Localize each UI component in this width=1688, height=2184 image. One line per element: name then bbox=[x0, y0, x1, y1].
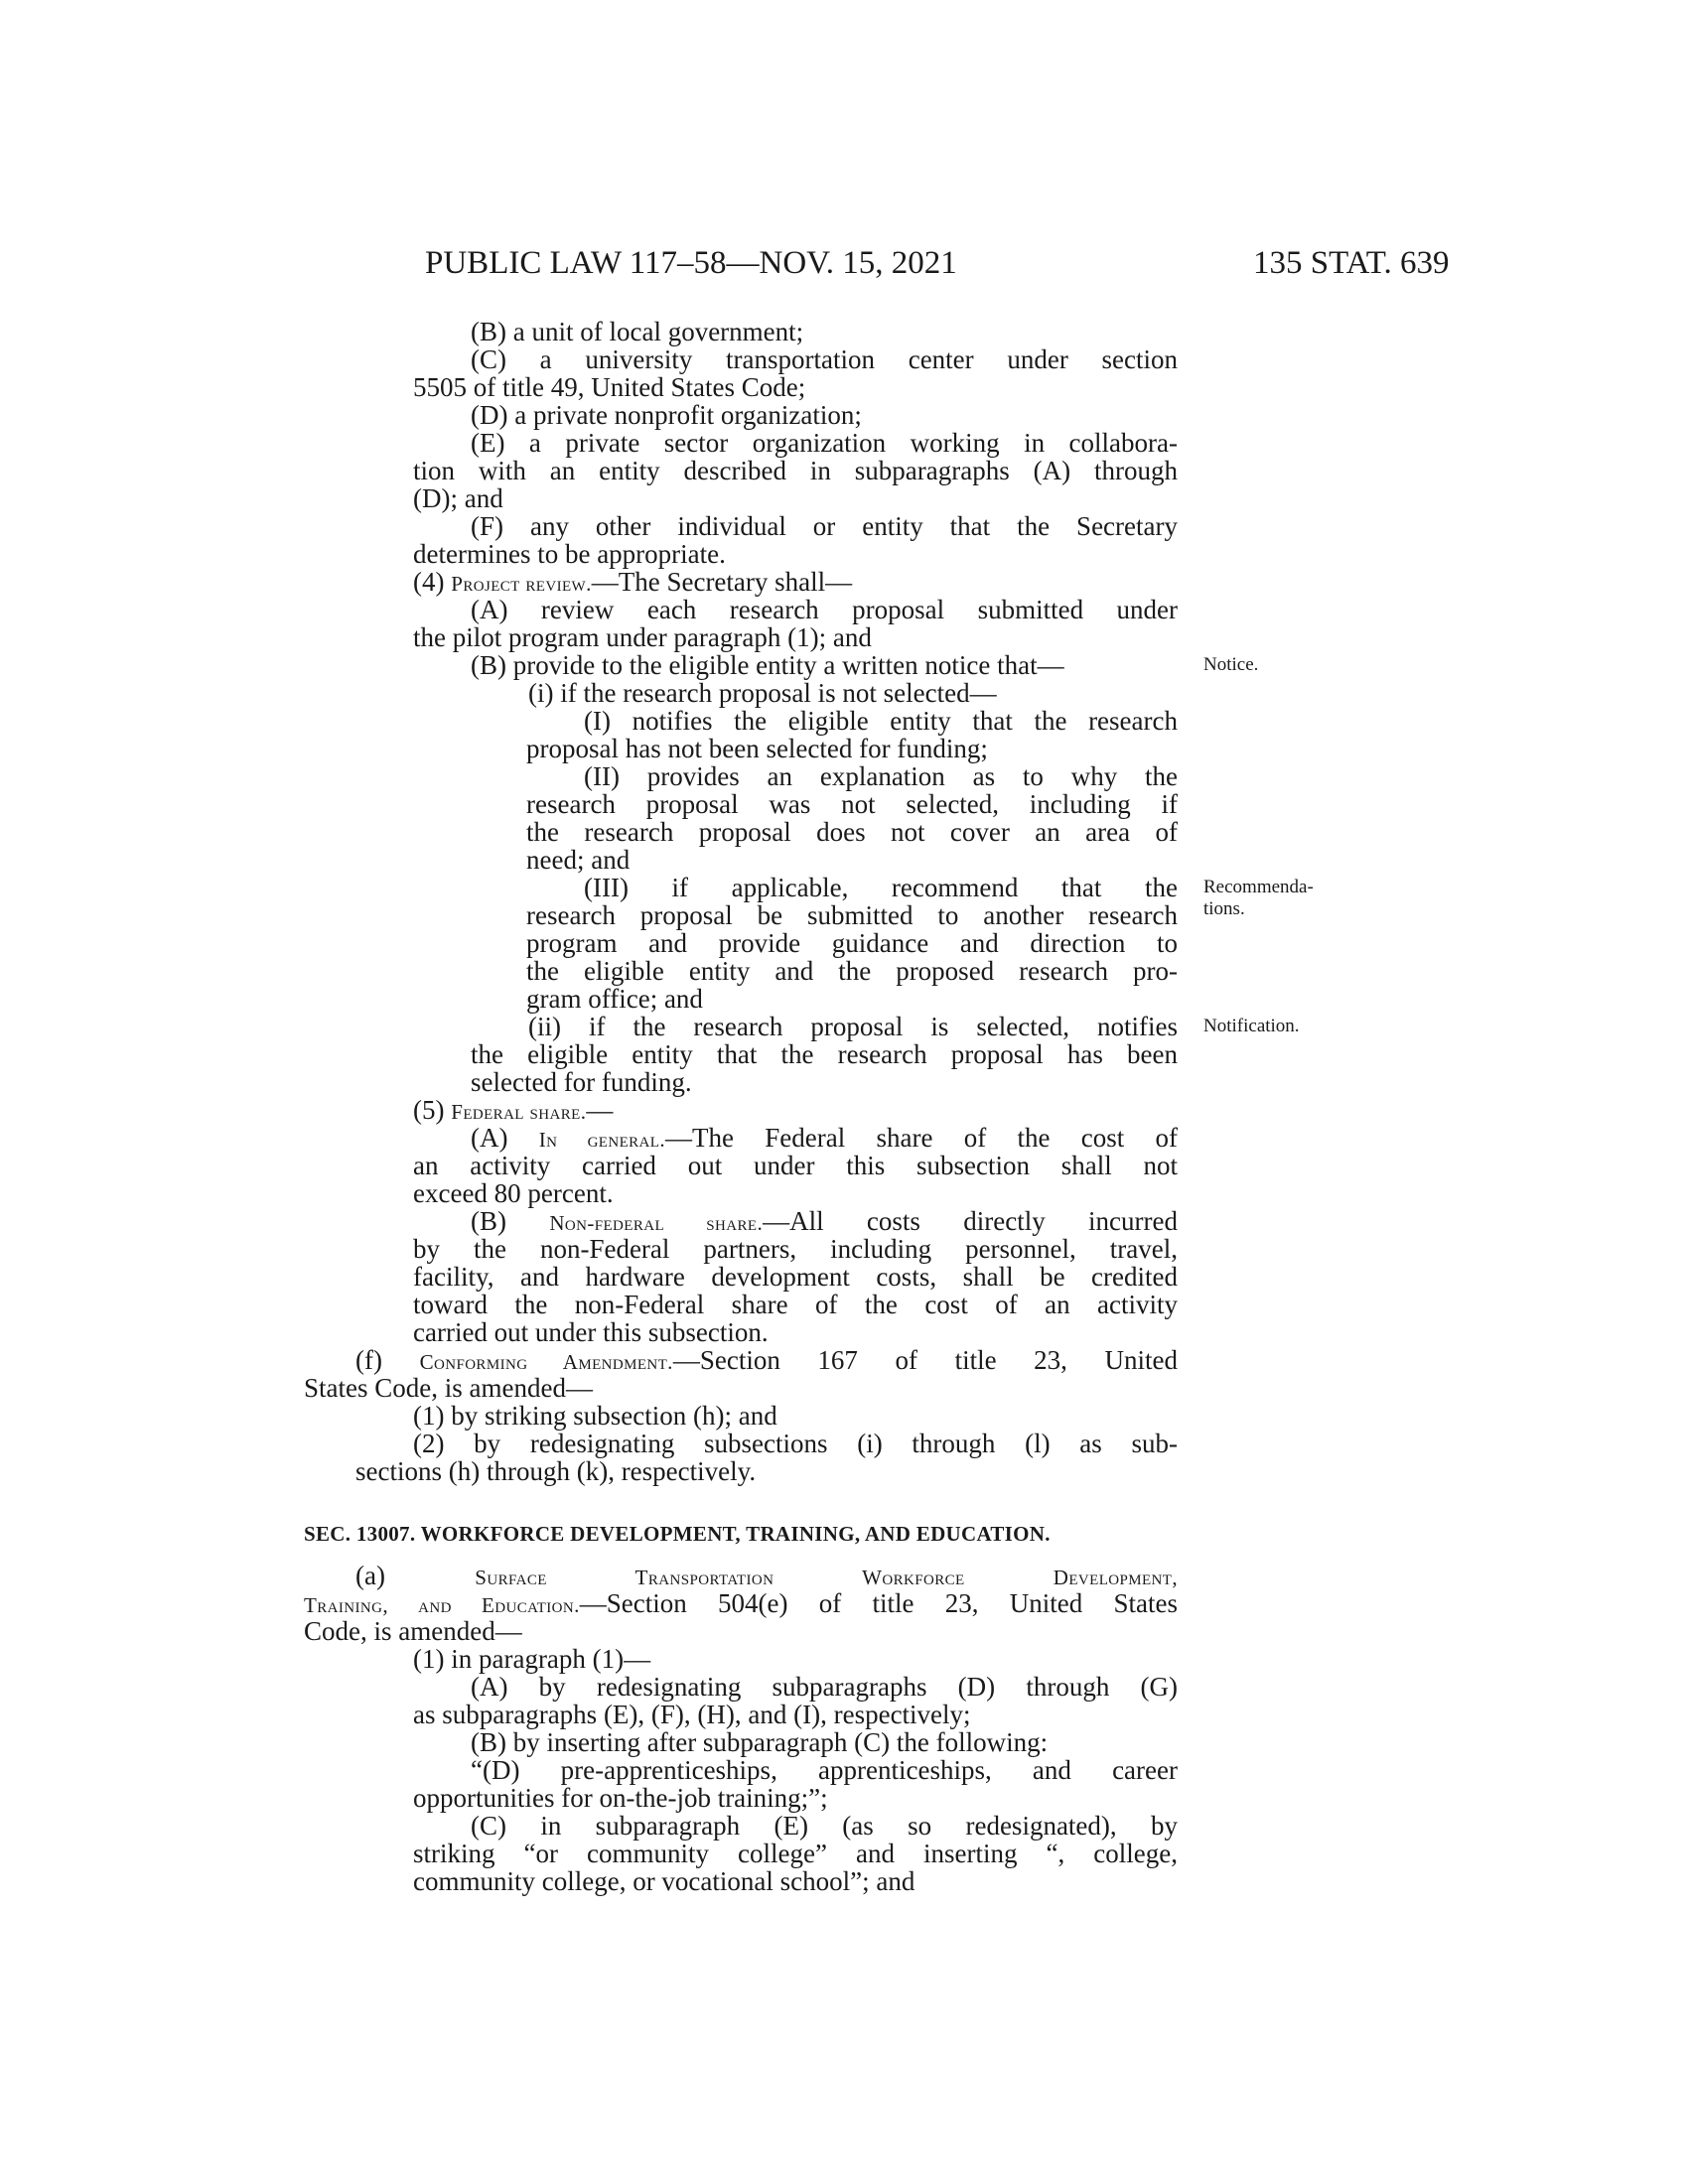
paragraph-5b-line1 bbox=[471, 1207, 1178, 1237]
paragraph-5b-line2: by the non-Federal partners, including personnel, travel, bbox=[413, 1234, 1178, 1264]
subsection-a-item-1c-line2: striking “or community college” and inserting “, college, bbox=[413, 1839, 1178, 1868]
subsection-f-line2: States Code, is amended— bbox=[304, 1373, 593, 1403]
paragraph-c-univ-line1: (C) a university transportation center under section bbox=[471, 344, 1178, 374]
subsection-f-text: —Section 167 of title 23, United bbox=[672, 1345, 1179, 1375]
subsection-f-item-2-line1: (2) by redesignating subsections (i) through (l) as sub- bbox=[413, 1429, 1178, 1458]
margin-note-notice: Notice. bbox=[1203, 654, 1259, 675]
subsection-f-heading: Conforming Amendment. bbox=[419, 1350, 673, 1374]
subsection-f-item-1: (1) by striking subsection (h); and bbox=[413, 1401, 777, 1431]
subsection-f-line1 bbox=[355, 1346, 1178, 1376]
subsection-a-heading-2: Training, and Education. bbox=[304, 1593, 580, 1617]
paragraph-5-federal-share bbox=[413, 1096, 613, 1126]
subsection-a-item-1: (1) in paragraph (1)— bbox=[413, 1644, 651, 1674]
clause-ii-line2: the eligible entity that the research proposal has been bbox=[471, 1039, 1178, 1069]
paragraph-b-unit: (B) a unit of local government; bbox=[471, 317, 804, 346]
subsection-f-item-2-line2: sections (h) through (k), respectively. bbox=[355, 1456, 757, 1486]
subclause-III-line5: gram office; and bbox=[526, 984, 703, 1014]
paragraph-5a-line2: an activity carried out under this subsection shall not bbox=[413, 1151, 1178, 1180]
subsection-a-line1 bbox=[355, 1562, 1178, 1591]
running-header-left: PUBLIC LAW 117–58—NOV. 15, 2021 bbox=[425, 245, 957, 281]
paragraph-e-private-line2: tion with an entity described in subparagraphs (A) through bbox=[413, 456, 1178, 485]
paragraph-5b-line4: toward the non-Federal share of the cost of an activity bbox=[413, 1290, 1178, 1319]
subsection-a-item-1b-line1: (B) by inserting after subparagraph (C) the following: bbox=[471, 1727, 1049, 1757]
subclause-III-line1: (III) if applicable, recommend that the bbox=[584, 873, 1178, 902]
paragraph-5b-line5: carried out under this subsection. bbox=[413, 1317, 769, 1347]
subsection-a-item-1a-line1: (A) by redesignating subparagraphs (D) through (G) bbox=[471, 1672, 1178, 1702]
subsection-a-item-1c-line1: (C) in subparagraph (E) (as so redesignated), by bbox=[471, 1811, 1178, 1841]
clause-ii-line1: (ii) if the research proposal is selected, notifies bbox=[528, 1012, 1178, 1041]
paragraph-5b-heading: Non-federal share. bbox=[549, 1211, 764, 1235]
subclause-I-line1: (I) notifies the eligible entity that the research bbox=[584, 706, 1178, 736]
paragraph-d-nonprofit: (D) a private nonprofit organization; bbox=[471, 400, 862, 430]
paragraph-5-number: (5) bbox=[413, 1095, 452, 1125]
paragraph-4-number: (4) bbox=[413, 567, 452, 597]
subclause-II-line2: research proposal was not selected, including if bbox=[526, 789, 1178, 819]
paragraph-5b-line3: facility, and hardware development costs, shall be credited bbox=[413, 1262, 1178, 1292]
paragraph-f-other-line1: (F) any other individual or entity that the Secretary bbox=[471, 511, 1178, 541]
clause-ii-line3: selected for funding. bbox=[471, 1067, 692, 1097]
subsection-a-item-1b-line2: “(D) pre-apprenticeships, apprenticeships, and career bbox=[471, 1755, 1178, 1785]
paragraph-e-private-line3: (D); and bbox=[413, 483, 503, 513]
subsection-a-item-1b-line3: opportunities for on-the-job training;”; bbox=[413, 1783, 828, 1813]
subsection-a-item-1a-line2: as subparagraphs (E), (F), (H), and (I), respectively; bbox=[413, 1700, 971, 1729]
subsection-a-number: (a) bbox=[355, 1561, 476, 1590]
subclause-III-line2: research proposal be submitted to another research bbox=[526, 900, 1178, 930]
paragraph-5a-line3: exceed 80 percent. bbox=[413, 1178, 614, 1208]
paragraph-4-text: —The Secretary shall— bbox=[591, 567, 853, 597]
paragraph-f-other-line2: determines to be appropriate. bbox=[413, 539, 726, 569]
margin-note-recommendations-line2: tions. bbox=[1203, 898, 1245, 919]
paragraph-5a-line1 bbox=[471, 1124, 1178, 1154]
margin-note-recommendations-line1: Recommenda- bbox=[1203, 877, 1314, 897]
paragraph-5-heading: Federal share. bbox=[451, 1100, 587, 1124]
subsection-a-text: —Section 504(e) of title 23, United States bbox=[579, 1588, 1178, 1618]
paragraph-4a-line2: the pilot program under paragraph (1); and bbox=[413, 622, 872, 652]
clause-i-not-selected: (i) if the research proposal is not selected— bbox=[528, 678, 997, 708]
paragraph-5a-text: —The Federal share of the cost of bbox=[665, 1123, 1179, 1153]
subsection-a-heading-1: Surface Transportation Workforce Development, bbox=[475, 1566, 1178, 1589]
paragraph-e-private-line1: (E) a private sector organization working in collabora- bbox=[471, 428, 1178, 458]
margin-note-notification: Notification. bbox=[1203, 1016, 1300, 1036]
subclause-II-line3: the research proposal does not cover an area of bbox=[526, 817, 1178, 847]
paragraph-5b-text: —All costs directly incurred bbox=[763, 1206, 1179, 1236]
subclause-II-line4: need; and bbox=[526, 845, 631, 875]
subsection-a-line3: Code, is amended— bbox=[304, 1616, 522, 1646]
paragraph-4b-line1: (B) provide to the eligible entity a written notice that— bbox=[471, 650, 1064, 680]
paragraph-5a-heading: In general. bbox=[538, 1128, 666, 1152]
subclause-III-line4: the eligible entity and the proposed research pro- bbox=[526, 956, 1178, 986]
subclause-II-line1: (II) provides an explanation as to why the bbox=[584, 761, 1178, 791]
paragraph-5-dash: — bbox=[586, 1095, 614, 1125]
paragraph-4a-line1: (A) review each research proposal submitted under bbox=[471, 595, 1178, 624]
running-header-page-number: 135 STAT. 639 bbox=[1253, 245, 1450, 281]
paragraph-c-univ-line2: 5505 of title 49, United States Code; bbox=[413, 372, 806, 402]
subclause-III-line3: program and provide guidance and direction to bbox=[526, 928, 1178, 958]
subclause-I-line2: proposal has not been selected for funding; bbox=[526, 734, 988, 763]
section-heading: SEC. 13007. WORKFORCE DEVELOPMENT, TRAINING, AND EDUCATION. bbox=[304, 1522, 1051, 1546]
paragraph-5b-number: (B) bbox=[471, 1206, 550, 1236]
paragraph-4-project-review bbox=[413, 568, 852, 598]
paragraph-5a-number: (A) bbox=[471, 1123, 539, 1153]
paragraph-4-heading: Project review. bbox=[451, 572, 592, 596]
subsection-f-number: (f) bbox=[355, 1345, 420, 1375]
subsection-a-line2 bbox=[304, 1589, 1178, 1619]
subsection-a-item-1c-line3: community college, or vocational school”; and bbox=[413, 1866, 915, 1896]
